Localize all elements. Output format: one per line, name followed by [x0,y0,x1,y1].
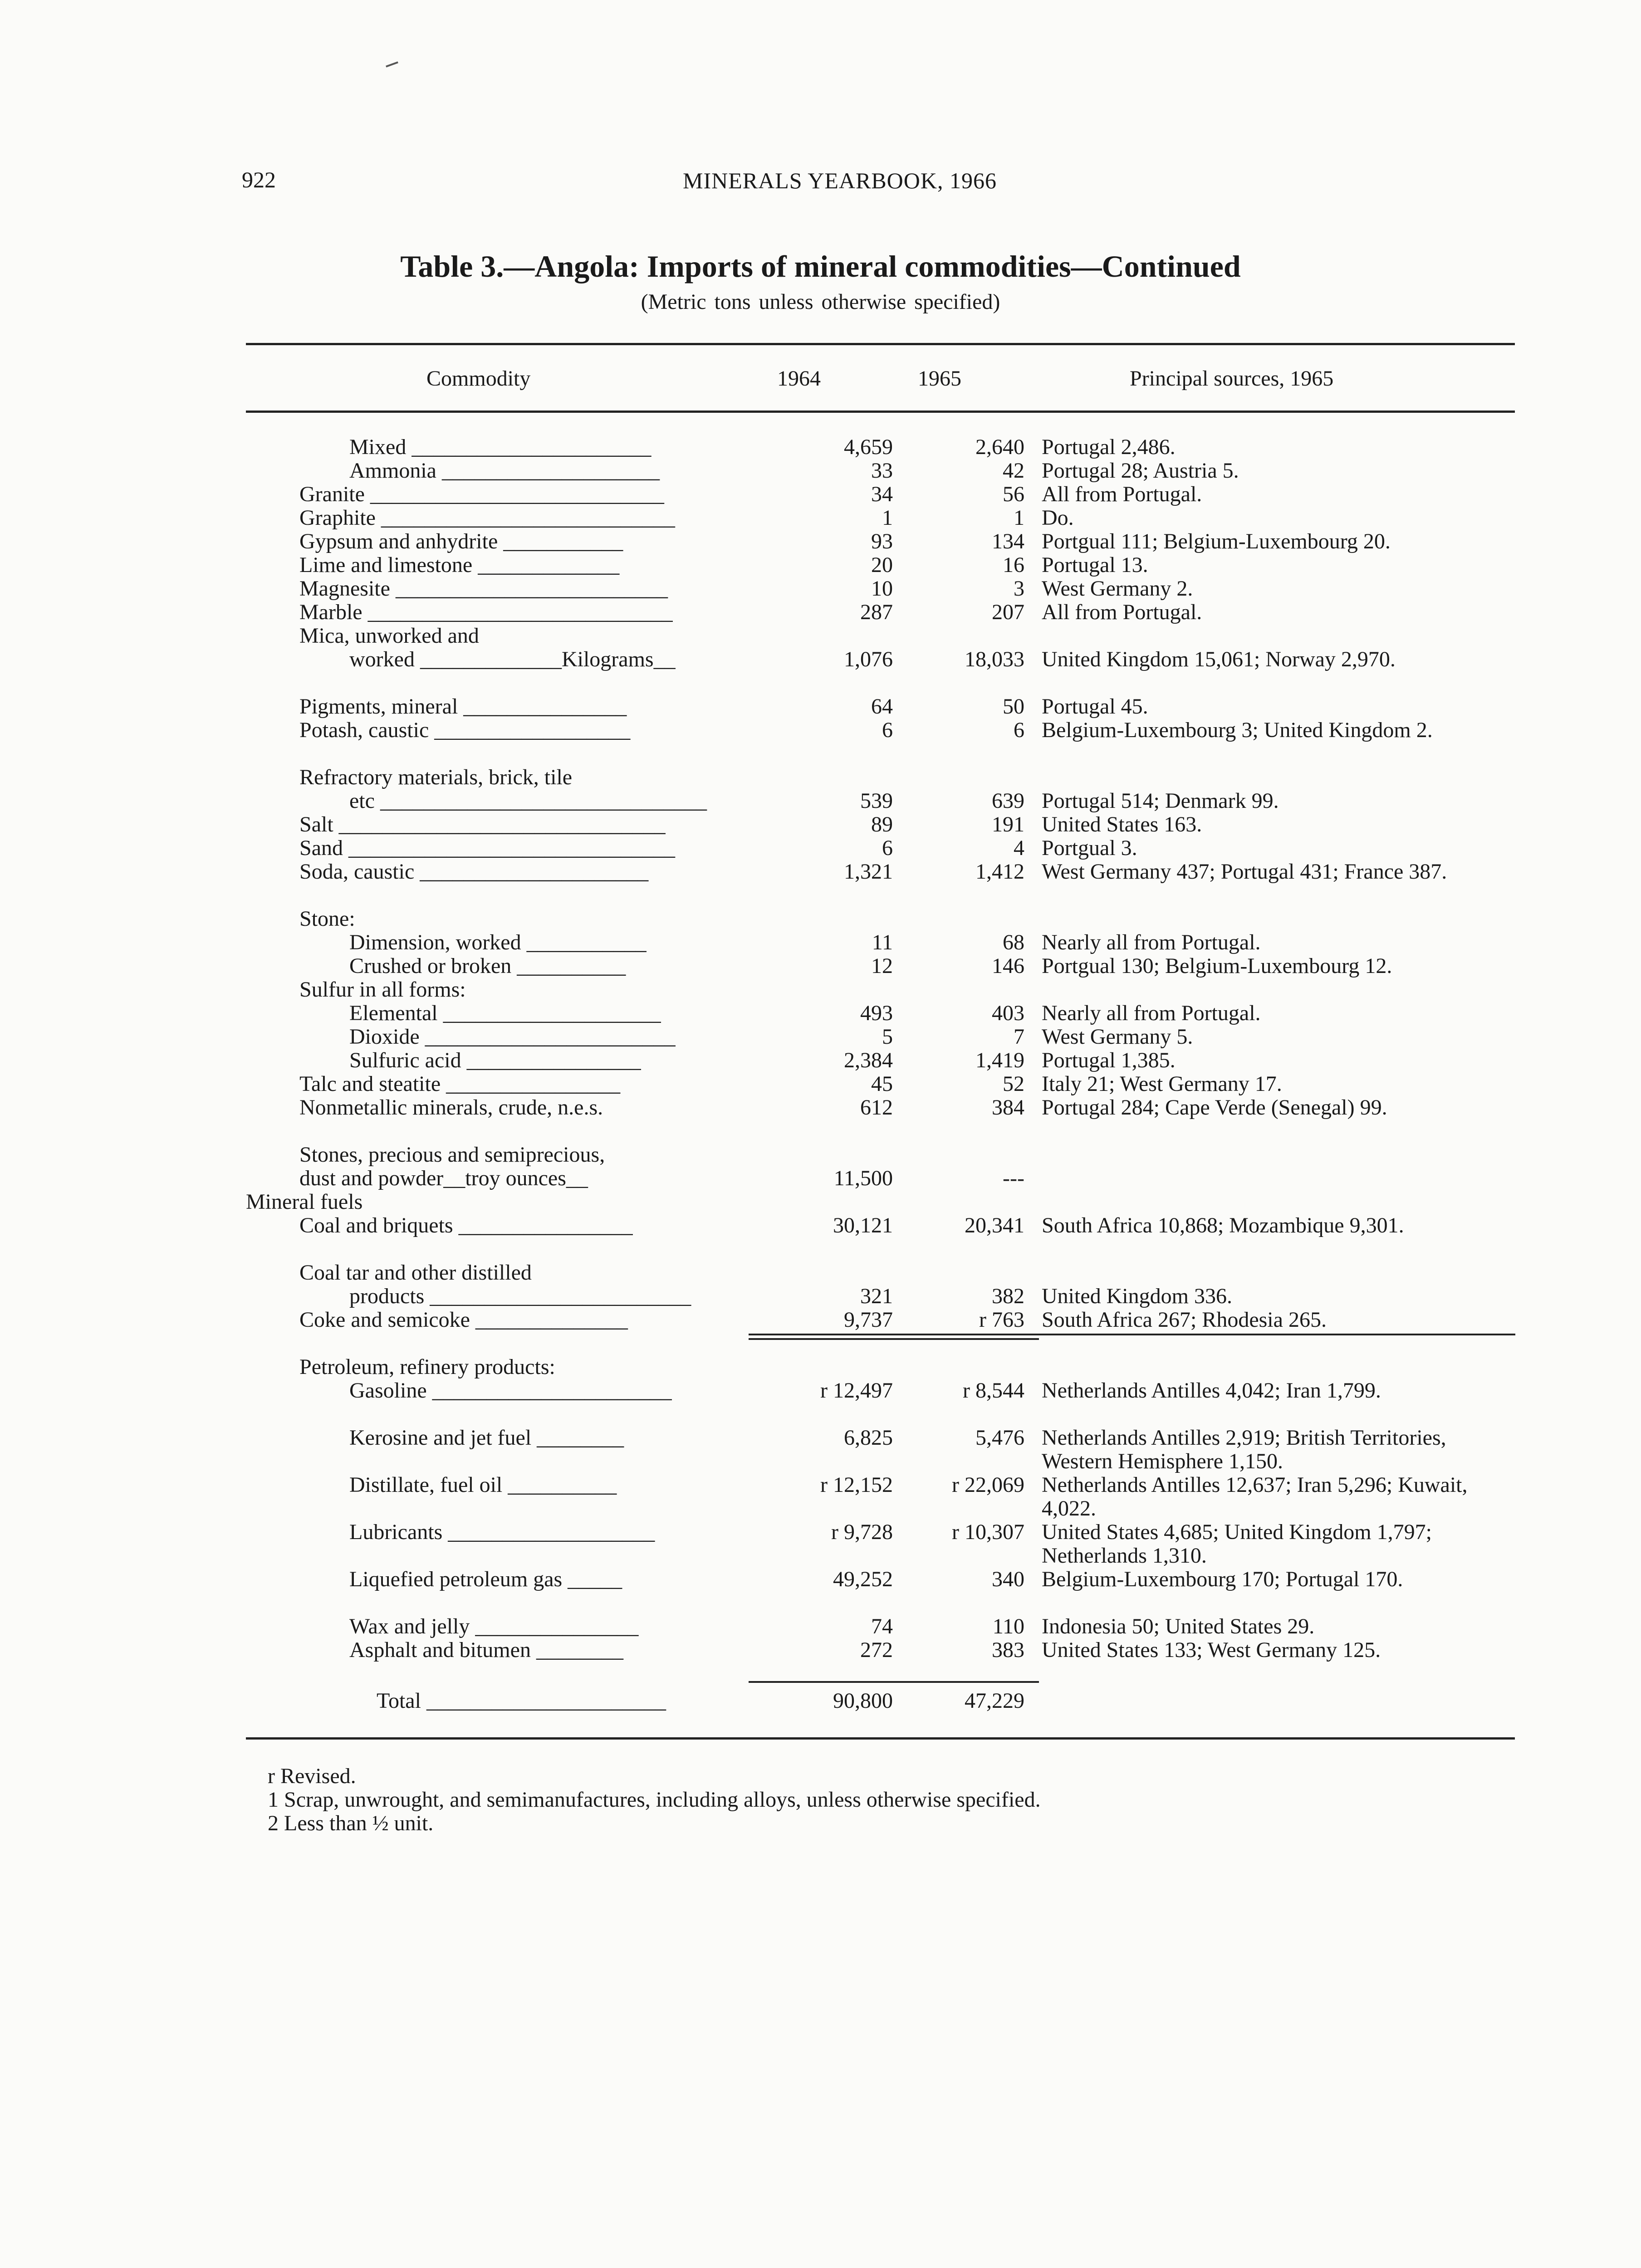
commodity-label: Graphite ___________________________ [299,506,675,530]
value-1964: 74 [871,1614,893,1638]
value-1965: r 10,307 [952,1520,1024,1544]
commodity-label: Dimension, worked ___________ [349,930,647,954]
value-1964: r 12,152 [820,1473,893,1497]
double-rule-a [749,1334,1039,1335]
commodity-label: Wax and jelly _______________ [349,1614,639,1638]
principal-sources: Portgual 130; Belgium-Luxembourg 12. [1042,954,1392,978]
value-1964: r 9,728 [831,1520,893,1544]
principal-sources: Portugal 28; Austria 5. [1042,459,1239,483]
commodity-label: Lubricants ___________________ [349,1520,655,1544]
value-1965: 6 [1014,718,1024,742]
principal-sources: United Kingdom 336. [1042,1284,1232,1308]
footnotes [268,1765,1041,1835]
value-1964: 89 [871,812,893,836]
double-rule-b [749,1338,1039,1340]
value-1964: 1 [882,506,893,530]
value-1964: 33 [871,459,893,483]
footnote-2: 2 Less than ½ unit. [268,1811,434,1835]
principal-sources: Portugal 45. [1042,694,1148,719]
value-1965: r 763 [979,1308,1024,1332]
column-header-1964: 1964 [777,367,821,391]
value-1964: 5 [882,1025,893,1049]
value-1965: 207 [992,600,1024,624]
column-header-sources: Principal sources, 1965 [1130,367,1334,391]
value-1965: 47,229 [965,1689,1024,1713]
footnote-revised: r Revised. [268,1764,356,1788]
value-1965: r 8,544 [963,1378,1024,1403]
value-1964: 30,121 [833,1213,893,1237]
commodity-label: Liquefied petroleum gas _____ [349,1567,622,1591]
value-1964: 45 [871,1072,893,1096]
value-1964: 6,825 [844,1426,893,1450]
value-1964: 11 [872,930,893,954]
value-1965: 18,033 [965,647,1024,671]
total-rule [749,1681,1039,1683]
principal-sources: West Germany 437; Portugal 431; France 387. [1042,860,1447,884]
table-subtitle: (Metric tons unless otherwise specified) [641,290,1000,314]
value-1964: 612 [860,1095,893,1119]
value-1964: 1,076 [844,647,893,671]
value-1965: 1,419 [975,1048,1024,1072]
commodity-label: Stone: [299,907,355,931]
commodity-label: etc ______________________________ [349,789,707,813]
value-1964: 493 [860,1001,893,1025]
page-number: 922 [242,167,276,192]
principal-sources: Portgual 111; Belgium-Luxembourg 20. [1042,529,1391,553]
value-1964: r 12,497 [820,1378,893,1403]
commodity-label: Mineral fuels [246,1190,363,1214]
commodity-label: Coal tar and other distilled [299,1261,532,1285]
value-1965: 191 [992,812,1024,836]
value-1964: 93 [871,529,893,553]
value-1964: 49,252 [833,1567,893,1591]
principal-sources: Nearly all from Portugal. [1042,1001,1261,1025]
commodity-label: dust and powder__troy ounces__ [299,1166,588,1190]
value-1965: 146 [992,954,1024,978]
commodity-label: Stones, precious and semiprecious, [299,1143,605,1167]
value-1964: 34 [871,482,893,506]
principal-sources: Netherlands Antilles 2,919; British Territories, Western Hemisphere 1,150. [1042,1426,1446,1473]
value-1965: 2,640 [975,435,1024,459]
value-1965: 42 [1003,459,1024,483]
value-1965: 5,476 [975,1426,1024,1450]
value-1964: 287 [860,600,893,624]
principal-sources: Portugal 514; Denmark 99. [1042,789,1279,813]
commodity-label: products ________________________ [349,1284,691,1308]
commodity-label: Crushed or broken __________ [349,954,626,978]
principal-sources: Netherlands Antilles 4,042; Iran 1,799. [1042,1378,1381,1403]
commodity-label: Potash, caustic __________________ [299,718,631,742]
principal-sources: United States 163. [1042,812,1202,836]
commodity-label: Refractory materials, brick, tile [299,765,573,789]
value-1964: 20 [871,553,893,577]
principal-sources: United States 133; West Germany 125. [1042,1638,1381,1662]
value-1965: 3 [1014,577,1024,601]
commodity-label: Mixed ______________________ [349,435,652,459]
value-1964: 10 [871,577,893,601]
commodity-label: Gypsum and anhydrite ___________ [299,529,623,553]
principal-sources: Portugal 1,385. [1042,1048,1176,1072]
top-rule [246,343,1515,345]
value-1965: 639 [992,789,1024,813]
principal-sources: Portgual 3. [1042,836,1137,860]
value-1965: 7 [1014,1025,1024,1049]
value-1964: 272 [860,1638,893,1662]
principal-sources: South Africa 267; Rhodesia 265. [1042,1308,1327,1332]
value-1964: 6 [882,718,893,742]
value-1964: 539 [860,789,893,813]
value-1964: 12 [871,954,893,978]
value-1965: --- [1003,1166,1024,1190]
principal-sources: Portugal 2,486. [1042,435,1176,459]
value-1965: 384 [992,1095,1024,1119]
value-1965: 52 [1003,1072,1024,1096]
value-1964: 321 [860,1284,893,1308]
principal-sources: Italy 21; West Germany 17. [1042,1072,1282,1096]
commodity-label: Distillate, fuel oil __________ [349,1473,617,1497]
running-head: MINERALS YEARBOOK, 1966 [683,168,997,193]
value-1965: 56 [1003,482,1024,506]
principal-sources: United Kingdom 15,061; Norway 2,970. [1042,647,1396,671]
value-1964: 64 [871,694,893,719]
principal-sources: Indonesia 50; United States 29. [1042,1614,1315,1638]
commodity-label: Elemental ____________________ [349,1001,661,1025]
value-1965: 1,412 [975,860,1024,884]
principal-sources: Belgium-Luxembourg 170; Portugal 170. [1042,1567,1403,1591]
bottom-rule [246,1737,1515,1740]
value-1964: 2,384 [844,1048,893,1072]
column-header-1965: 1965 [918,367,961,391]
double-rule-c [1039,1334,1515,1335]
column-header-commodity: Commodity [426,367,531,391]
value-1964: 6 [882,836,893,860]
commodity-label: Gasoline ______________________ [349,1378,672,1403]
commodity-label: Coal and briquets ________________ [299,1213,633,1237]
commodity-label: Soda, caustic _____________________ [299,860,649,884]
principal-sources: Belgium-Luxembourg 3; United Kingdom 2. [1042,718,1433,742]
commodity-label: Asphalt and bitumen ________ [349,1638,623,1662]
principal-sources: All from Portugal. [1042,482,1202,506]
commodity-label: Salt ______________________________ [299,812,666,836]
commodity-label: Petroleum, refinery products: [299,1355,555,1379]
commodity-label: Lime and limestone _____________ [299,553,620,577]
value-1965: 1 [1014,506,1024,530]
value-1965: r 22,069 [952,1473,1024,1497]
value-1965: 50 [1003,694,1024,719]
value-1964: 9,737 [844,1308,893,1332]
commodity-label: Nonmetallic minerals, crude, n.e.s. [299,1095,603,1119]
value-1965: 16 [1003,553,1024,577]
value-1965: 383 [992,1638,1024,1662]
principal-sources: Nearly all from Portugal. [1042,930,1261,954]
commodity-label: Pigments, mineral _______________ [299,694,627,719]
commodity-label: Magnesite _________________________ [299,577,668,601]
principal-sources: Portugal 284; Cape Verde (Senegal) 99. [1042,1095,1387,1119]
principal-sources: Portugal 13. [1042,553,1148,577]
value-1965: 68 [1003,930,1024,954]
commodity-label: Ammonia ____________________ [349,459,660,483]
principal-sources: West Germany 5. [1042,1025,1193,1049]
value-1964: 90,800 [833,1689,893,1713]
value-1965: 4 [1014,836,1024,860]
value-1964: 1,321 [844,860,893,884]
value-1965: 110 [992,1614,1024,1638]
principal-sources: South Africa 10,868; Mozambique 9,301. [1042,1213,1404,1237]
commodity-label: Mica, unworked and [299,624,479,648]
footnote-1: 1 Scrap, unwrought, and semimanufactures, including alloys, unless otherwise specified. [268,1788,1041,1812]
commodity-label: Kerosine and jet fuel ________ [349,1426,624,1450]
commodity-label: Total ______________________ [377,1689,666,1713]
commodity-label: Sand ______________________________ [299,836,675,860]
commodity-label: Coke and semicoke ______________ [299,1308,628,1332]
stray-mark [386,61,398,67]
commodity-label: worked _____________Kilograms__ [349,647,676,671]
commodity-label: Dioxide _______________________ [349,1025,676,1049]
value-1964: 11,500 [833,1166,893,1190]
value-1965: 134 [992,529,1024,553]
commodity-label: Marble ____________________________ [299,600,673,624]
commodity-label: Sulfuric acid ________________ [349,1048,641,1072]
table-title: Table 3.—Angola: Imports of mineral commodities—Continued [400,249,1241,284]
value-1965: 340 [992,1567,1024,1591]
commodity-label: Talc and steatite ________________ [299,1072,621,1096]
commodity-label: Sulfur in all forms: [299,978,466,1002]
principal-sources: All from Portugal. [1042,600,1202,624]
value-1965: 20,341 [965,1213,1024,1237]
principal-sources: West Germany 2. [1042,577,1193,601]
value-1964: 4,659 [844,435,893,459]
header-rule [246,411,1515,413]
value-1965: 382 [992,1284,1024,1308]
commodity-label: Granite ___________________________ [299,482,664,506]
principal-sources: Do. [1042,506,1074,530]
principal-sources: Netherlands Antilles 12,637; Iran 5,296; Kuwait, 4,022. [1042,1473,1468,1520]
value-1965: 403 [992,1001,1024,1025]
principal-sources: United States 4,685; United Kingdom 1,797; Netherlands 1,310. [1042,1520,1432,1568]
